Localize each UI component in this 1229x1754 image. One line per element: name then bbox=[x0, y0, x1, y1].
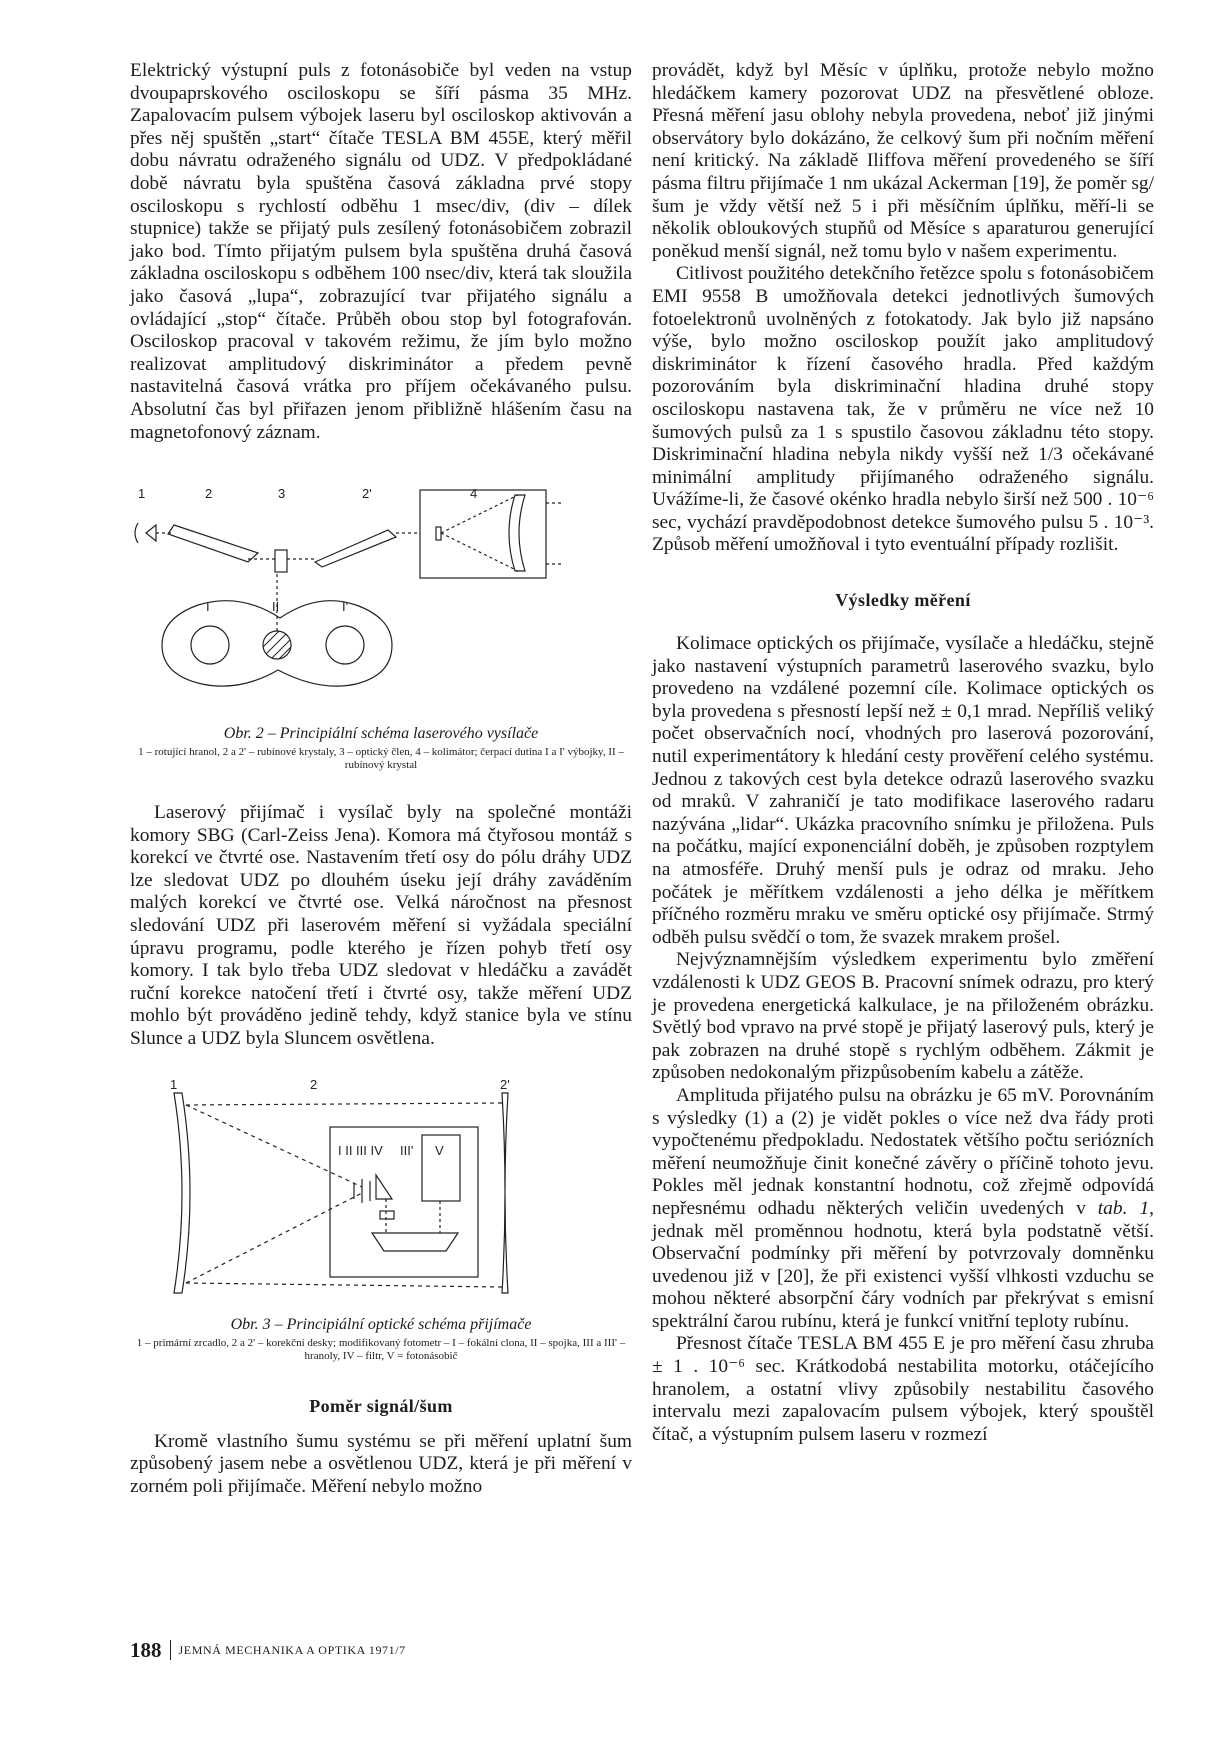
fig2-label-Iprime: I' bbox=[342, 599, 349, 615]
fig3-label-2prime: 2' bbox=[500, 1076, 510, 1092]
left-column bbox=[130, 60, 632, 1498]
collimator-lens bbox=[509, 495, 525, 571]
paragraph: Nejvýznamnějším výsledkem experimentu bylo změření vzdálenosti k UDZ GEOS B. Pracovní snímek odrazu, pro který je provedena energetická kalkulace, je na přiloženém obrázku. Světlý bod vpravo na prvé stopě je přijatý laserový puls, který je pak zobrazen na druhé stopě s rychlým odběhem. Zákmit je způsoben nedokonalým přizpůsobením kabelu a zátěže. bbox=[652, 949, 1154, 1084]
paragraph bbox=[652, 1085, 1154, 1334]
collimator-4 bbox=[420, 490, 546, 578]
right-column bbox=[652, 60, 1154, 1446]
fig2-label-I: I bbox=[206, 599, 210, 615]
figure-3 bbox=[130, 1075, 632, 1363]
page-footer bbox=[130, 1636, 406, 1664]
fig2-label-3: 3 bbox=[278, 486, 286, 502]
laser-transmitter-schematic bbox=[130, 470, 632, 720]
prism-arc bbox=[135, 523, 138, 543]
fig3-label-IIIprime: III' bbox=[400, 1142, 414, 1158]
journal-name: JEMNÁ MECHANIKA A OPTIKA 1971/7 bbox=[178, 1642, 406, 1657]
paragraph: Citlivost použitého detekčního řetězce spolu s fotonásobičem EMI 9558 B umožňovala detekci jednotlivých šumových fotoelektronů uvolněných z fotokatody. Jak bylo již napsáno výše, bylo možno osciloskop použít jako amplitudový diskriminátor k řízení časového hradla. Před každým pozorováním byla diskriminační hladina druhé stopy osciloskopu nastavena tak, že v průměru ne více než 10 šumových pulsů za 1 s spustilo časovou základnu této stopy. Diskriminační hladina nebyla nikdy vyšší než 1/3 očekávané minimální amplitudy přijímaného odraženého signálu. Uvážíme-li, že časové okénko hradla nebylo širší než 500 . 10⁻⁶ sec, vychází pravděpodobnost detekce šumového pulsu 5 . 10⁻³. Způsob měření umožňoval i tyto eventuální případy rozlišit. bbox=[652, 263, 1154, 556]
paragraph: Kolimace optických os přijímače, vysílače a hledáčku, stejně jako nastavení výstupních parametrů laserového svazku, bylo provedeno na vzdálené pozemní cíle. Kolimace optických os byla provedena s přesností lepší než ± 0,1 mrad. Nepříliš veliký počet observačních nocí, vhodných pro laserová pozorování, nutil experimentátory k hledání cesty prověření celého systému. Jednou z takových cest byla detekce odrazů laserového svazku od mraků. V zahraničí je tato modifikace laserového radaru nazývána „lidar“. Ukázka pracovního snímku je přiložena. Puls na počátku, mající exponenciální doběh, je způsoben rozptylem na atmosféře. Druhý menší puls je odraz od mraku. Jeho počátek je měřítkem vzdálenosti a jeho délka je měřítkem příčného rozměru mraku ve směru optické osy přijímače. Strmý odběh pulsu svědčí o tom, že svazek mrakem prošel. bbox=[652, 633, 1154, 948]
prism-IIIprime bbox=[372, 1233, 458, 1251]
page-number: 188 bbox=[130, 1637, 162, 1662]
figure-2-title: Obr. 2 – Principiální schéma laserového vysílače bbox=[223, 725, 539, 743]
ruby-crystal-II bbox=[263, 631, 291, 659]
fig2-label-II: II bbox=[272, 599, 280, 615]
footer-divider bbox=[170, 1640, 171, 1660]
section-heading: Poměr signál/šum bbox=[309, 1395, 453, 1416]
filter-IV bbox=[380, 1211, 394, 1219]
figure-2 bbox=[130, 470, 632, 772]
optical-element-3 bbox=[275, 550, 287, 572]
paragraph-text: , jednak měl proměnnou hodnotu, která byla podstatně větší. Observační podmínky při měření by potvrzovaly domněnku uvedenou již v [20], že při existenci vyšší vlhkosti vzduchu se mohou některé absorpční čáry vodních par překrývat s emisní spektrální čarou rubínu, která je funkcí vnitřní teploty rubínu. bbox=[652, 1197, 1154, 1332]
fig2-label-1: 1 bbox=[138, 486, 146, 502]
rotating-prism bbox=[146, 525, 156, 541]
fig3-label-I-IV: I II III IV bbox=[338, 1142, 383, 1158]
paragraph: Elektrický výstupní puls z fotonásobiče byl veden na vstup dvoupaprskového osciloskopu se šíří pásma 35 MHz. Zapalovacím pulsem výbojek laseru byl osciloskop aktivován a přes něj spuštěn „start“ čítače TESLA BM 455E, který měřil dobu návratu odraženého signálu od UDZ. V předpokládané době návratu byla spuštěna časová základna prvé stopy osciloskopu s rychlostí odběhu 1 msec/div, (div – dílek stupnice) takže se přijatý puls zesílený fotonásobičem zobrazil jako bod. Tímto přijatým pulsem byla spuštěna druhá časová základna osciloskopu s odběhem 100 nsec/div, která tak sloužila jako časová „lupa“, zobrazující tvar přijatého signálu a ovládající „stop“ čítače. Průběh obou stop byl fotografován. Osciloskop pracoval v takovém režimu, že jím bylo možno realizovat amplitudový diskriminátor a předem pevně nastavitelná časová vrátka pro příjem očekávaného pulsu. Absolutní čas byl přiřazen jenom přibližně hlášením času na magnetofonový záznam. bbox=[130, 60, 632, 443]
fig3-label-1: 1 bbox=[170, 1076, 178, 1092]
flash-lamp-I bbox=[191, 626, 229, 664]
figure-3-legend: 1 – primární zrcadlo, 2 a 2' – korekční desky; modifikovaný fotometr – I – fokální clona, II – spojka, III a III' – hranoly, IV – filtr, V = fotonásobič bbox=[136, 1336, 626, 1362]
paragraph: Přesnost čítače TESLA BM 455 E je pro měření času zhruba ± 1 . 10⁻⁶ sec. Krátkodobá nestabilita motorku, otáčejícího hranolem, a ostatní vlivy způsobily nestabilitu časového intervalu mezi zapalovacím pulsem výbojek, který spouštěl čítač, a výstupním pulsem laseru v rozmezí bbox=[652, 1333, 1154, 1445]
figure-3-title: Obr. 3 – Principiální optické schéma přijímače bbox=[230, 1315, 532, 1333]
paragraph: provádět, když byl Měsíc v úplňku, protože nebylo možno hledáčkem kamery pozorovat UDZ na přesvětlené obloze. Přesná měření jasu oblohy nebyla provedena, neboť již jinými observátory bylo dokázáno, že celkový šum při nočním měření není kritický. Na základě Iliffova měření provedeného se šíří pásma filtru přijímače 1 nm ukázal Ackerman [19], že poměr sg/šum je vždy větší než 5 i při měsíčním úplňku, měří-li se několik obloukových stupňů od Měsíce s aparaturou generující poněkud menší signál, než tomu bylo v našem experimentu. bbox=[652, 60, 1154, 262]
prism-III bbox=[376, 1175, 392, 1199]
receiver-optical-schematic bbox=[130, 1075, 632, 1311]
flash-lamp-Iprime bbox=[326, 626, 364, 664]
paragraph: Kromě vlastního šumu systému se při měření uplatní šum způsobený jasem nebe a osvětlenou UDZ, která je při měření v zorném poli přijímače. Měření nebylo možno bbox=[130, 1430, 632, 1497]
primary-mirror bbox=[174, 1093, 190, 1293]
fig3-label-V: V bbox=[435, 1142, 444, 1158]
table-reference: tab. 1 bbox=[1097, 1197, 1150, 1219]
section-heading: Výsledky měření bbox=[835, 590, 971, 611]
correction-plate bbox=[502, 1093, 508, 1293]
fig3-label-2: 2 bbox=[310, 1076, 318, 1092]
ruby-crystal-2prime bbox=[315, 530, 396, 567]
paragraph-text: Amplituda přijatého pulsu na obrázku je 65 mV. Porovnáním s výsledky (1) a (2) je vidět pokles o více než dva řády proti vypočtenému předpokladu. Nedostatek většího počtu seriózních měření neumožňuje činit konečné závěry o příčině tohoto jevu. Pokles měl jednak konstantní hodnotu, což zřejmě odpovídá nepřesnému odhadu některých veličin uvedených v bbox=[652, 1084, 1154, 1219]
fig2-label-4: 4 bbox=[470, 486, 478, 502]
fig2-label-2prime: 2' bbox=[362, 486, 372, 502]
paragraph: Laserový přijímač i vysílač byly na společné montáži komory SBG (Carl-Zeiss Jena). Komora má čtyřosou montáž s korekcí ve čtvrté ose. Nastavením třetí osy do pólu dráhy UDZ lze sledovat UDZ po dlouhém úseku její dráhy zaváděním malých korekcí ve čtvrté ose. Velká náročnost na přesnost sledování UDZ při laserovém měření si vyžádala speciální úpravu programu, podle kterého je řízen pohyb třetí osy komory. I tak bylo třeba UDZ sledovat v hledáčku a zavádět ruční korekce natočení třetí i čtvrté osy, takže měření UDZ mohlo být prováděno jedině tehdy, když stanice byla ve stínu Slunce a UDZ byla Sluncem osvětlena. bbox=[130, 802, 632, 1050]
figure-2-legend: 1 – rotující hranol, 2 a 2' – rubínové krystaly, 3 – optický člen, 4 – kolimátor; čerpací dutina I a I' výbojky, II – rubínový krystal bbox=[138, 746, 624, 772]
ruby-crystal-2 bbox=[168, 525, 258, 562]
fig2-label-2: 2 bbox=[205, 486, 213, 502]
